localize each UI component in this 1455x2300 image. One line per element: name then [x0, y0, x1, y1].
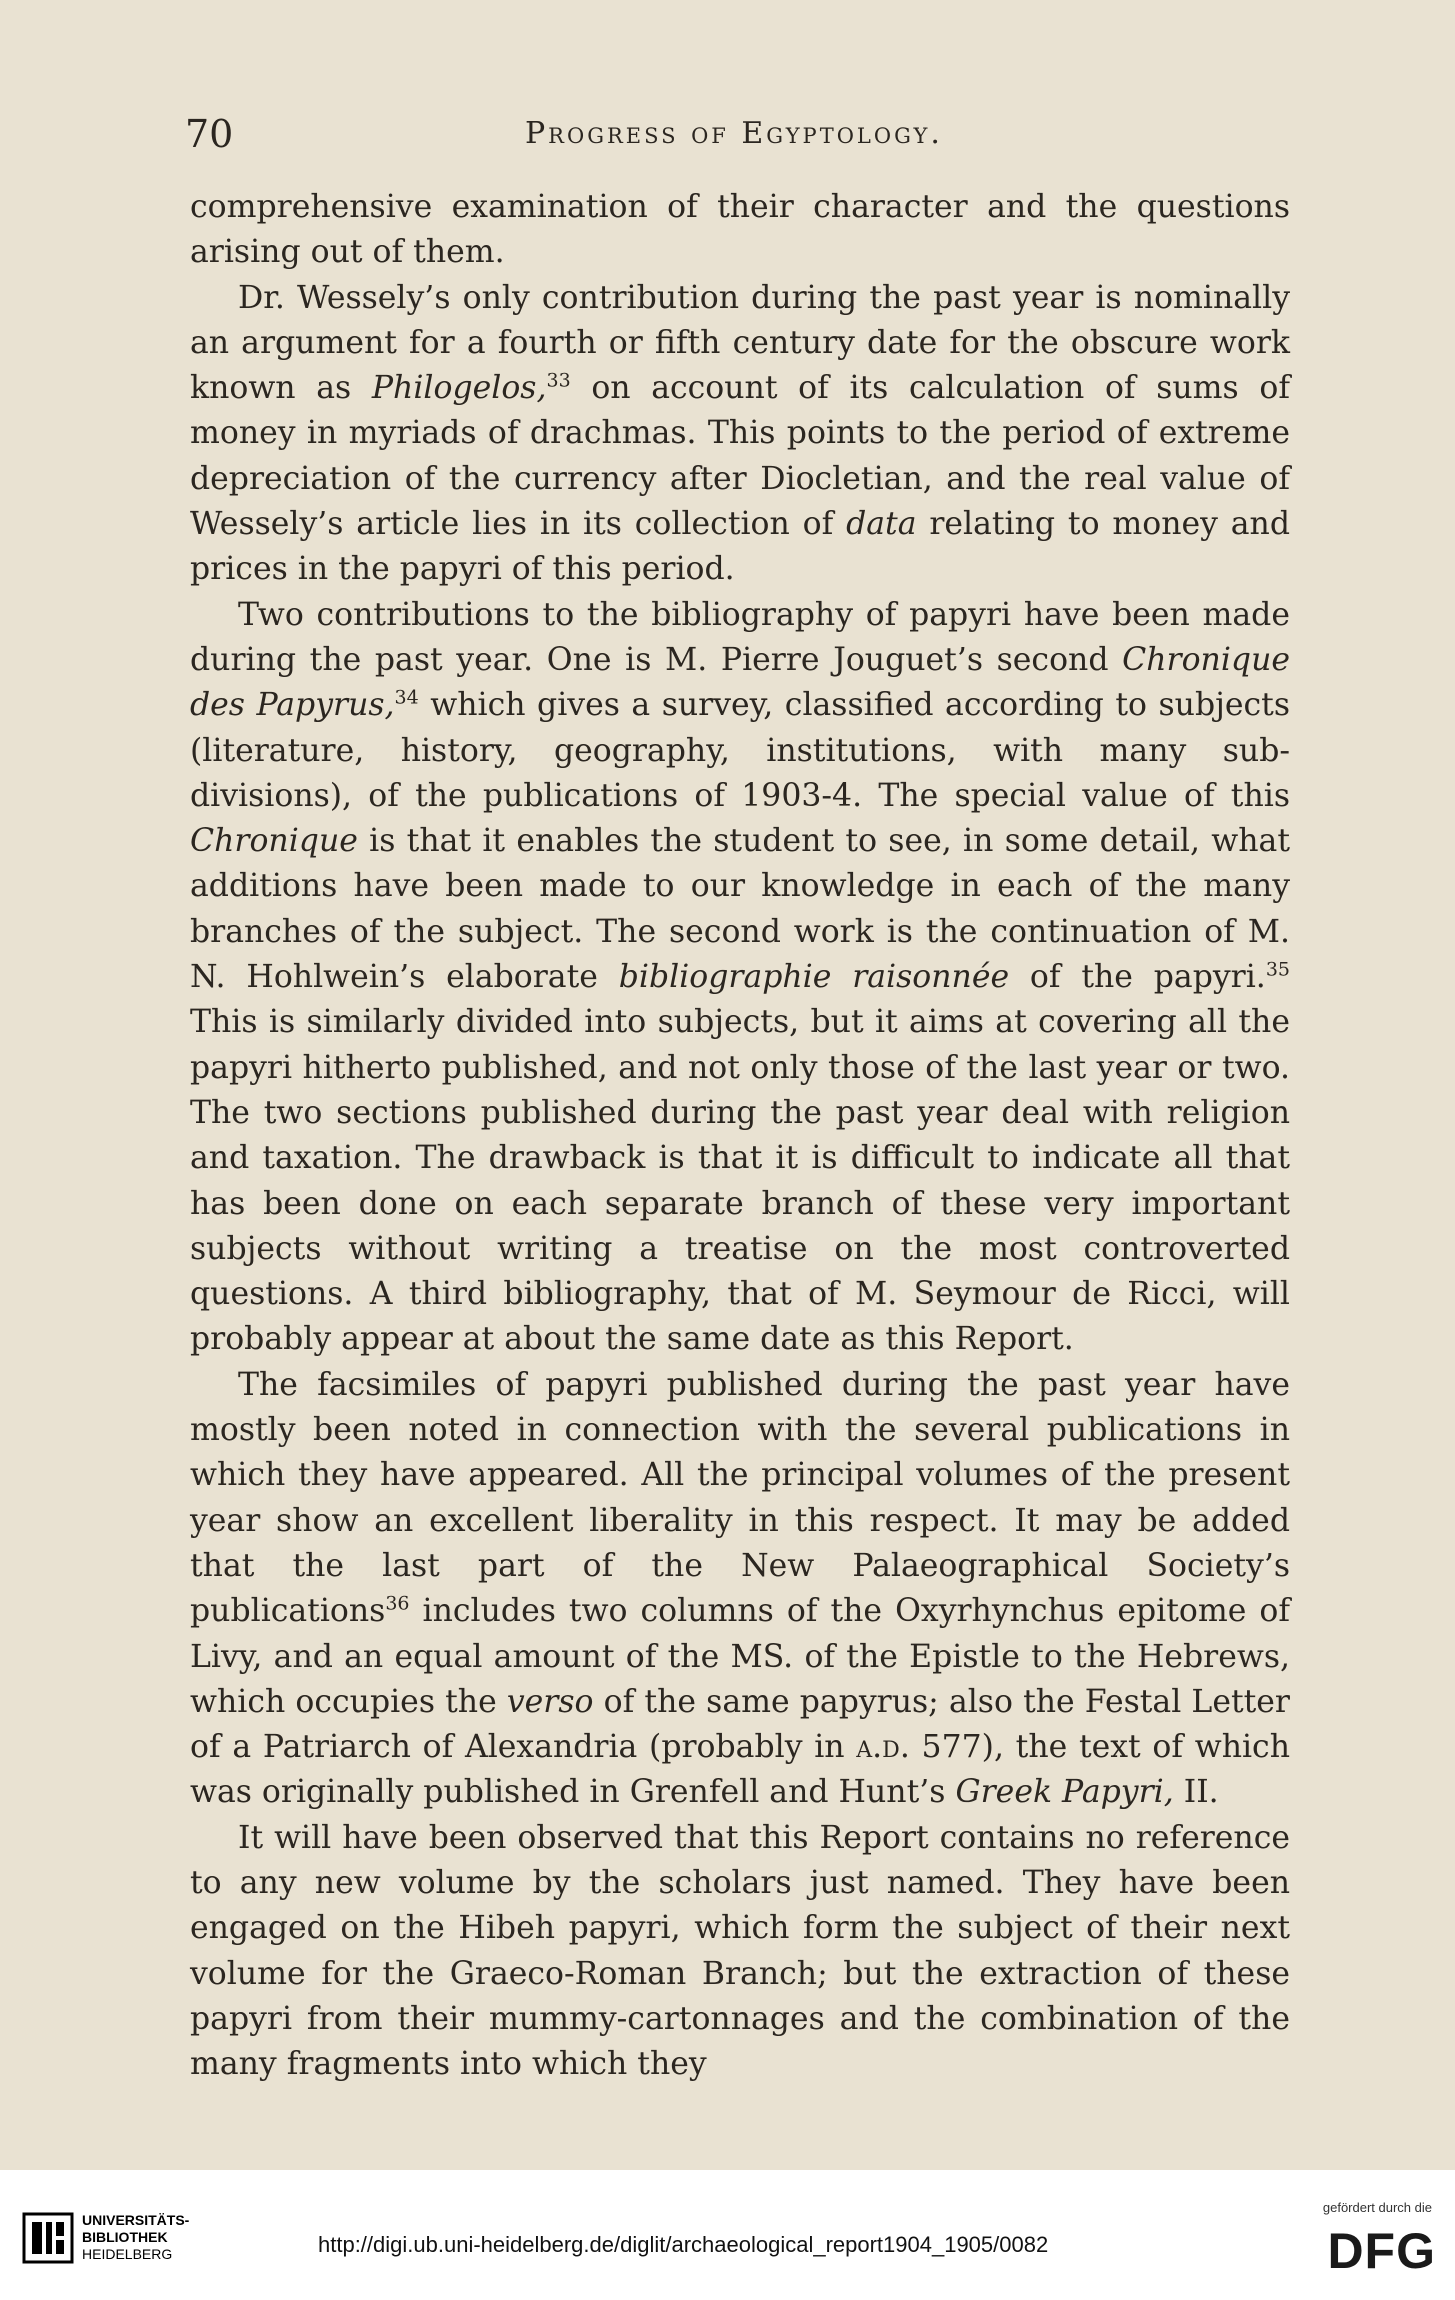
- text-run: includes two columns of the Oxyrhynchus epitome of Livy, and an equal amount of the MS. of the Epistle to the Hebrews, which occupies the: [190, 1593, 1290, 1720]
- running-title: Progress of Egyptology.: [525, 116, 943, 151]
- funder-name: DFG: [1327, 2223, 1436, 2279]
- italic-text: Chronique: [190, 823, 358, 860]
- text-run: This is similarly divided into subjects, but it aims at covering all the papyri hitherto published, and not only those of the last year or two. The two sections published during the past year deal with religion and taxation. The drawback is that it is difficult to indicate all that has been done on each separate branch of these very important subjects without writing a treatise on the most controverted questions. A third bibliography, that of M. Seymour de Ricci, will probably appear at about the same date as this Report.: [190, 1004, 1290, 1358]
- text-run: relating to money and prices in the papyri of this period.: [190, 506, 1290, 588]
- footnote-ref: 36: [385, 1592, 410, 1615]
- paragraph: [190, 1363, 1290, 1816]
- dfg-logo-icon[interactable]: [1290, 2200, 1440, 2280]
- text-run: of the same papyrus; also the Festal Letter of a Patriarch of Alexandria (probably in: [190, 1683, 1290, 1766]
- funding-caption: gefördert durch die: [1322, 2200, 1432, 2215]
- italic-text: Chronique des Papyrus,: [190, 641, 1290, 724]
- university-library-logo-icon: [22, 2212, 74, 2264]
- paragraph: [190, 1816, 1290, 2088]
- text-run: 577), the text of which was originally published in Grenfell and Hunt’s: [190, 1729, 1290, 1811]
- page-header: [185, 112, 1285, 172]
- body-text: [190, 185, 1290, 2087]
- text-run: It will have been observed that this Report contains no reference to any new volume by the scholars just named. They have been engaged on the Hibeh papyri, which form the subject of their next volume for the Graeco-Roman Branch; but the extraction of these papyri from their mummy-cartonnages and the combination of the many fragments into which they: [190, 1819, 1290, 2083]
- library-name-line-3: HEIDELBERG: [82, 2246, 173, 2262]
- text-run: of the papyri.: [1009, 959, 1266, 996]
- text-run: Dr. Wessely’s only contribution during the past year is nominally an argument for a fourth or fifth century date for the obscure work known as: [190, 279, 1290, 407]
- text-run: comprehensive examination of their character and the questions arising out of them.: [190, 189, 1290, 271]
- italic-text: Philogelos,: [371, 370, 547, 407]
- library-name: [82, 2212, 189, 2263]
- text-run: II.: [1173, 1774, 1219, 1811]
- footnote-ref: 34: [394, 686, 419, 709]
- italic-text: data: [846, 506, 917, 543]
- text-run: a.d.: [856, 1729, 910, 1766]
- text-run: is that it enables the student to see, in some detail, what additions have been made to our knowledge in each of the many branches of the subject. The second work is the continuation of M. N. Hohlwein’s elaborate: [190, 823, 1290, 996]
- paragraph: [190, 276, 1290, 593]
- text-run: Two contributions to the bibliography of papyri have been made during the past year. One is M. Pierre Jouguet’s second: [190, 596, 1290, 678]
- text-run: which gives a survey, classified according to subjects (literature, history, geography, institutions, with many sub-divisions), of the publications of 1903-4. The special value of this: [190, 687, 1290, 814]
- italic-text: bibliographie raisonnée: [618, 959, 1010, 996]
- text-run: The facsimiles of papyri published during the past year have mostly been noted in connection with the several publications in which they have appeared. All the principal volumes of the present year show an excellent liberality in this respect. It may be added that the last part of the New Palaeographical Society’s publications: [190, 1366, 1290, 1630]
- permalink-url[interactable]: http://digi.ub.uni-heidelberg.de/diglit/archaeological_report1904_1905/0082: [318, 2232, 1049, 2257]
- page-number: 70: [185, 112, 234, 156]
- library-name-line-1: UNIVERSITÄTS-: [82, 2212, 190, 2228]
- university-library-logo[interactable]: [22, 2208, 212, 2268]
- viewer-footer: [0, 2170, 1455, 2300]
- library-name-line-2: BIBLIOTHEK: [82, 2229, 168, 2245]
- footnote-ref: 35: [1265, 958, 1290, 981]
- footnote-ref: 33: [546, 369, 571, 392]
- paragraph: [190, 185, 1290, 276]
- italic-text: Greek Papyri,: [955, 1774, 1174, 1811]
- text-run: on account of its calculation of sums of money in myriads of drachmas. This points to the period of extreme depreciation of the currency after Diocletian, and the real value of Wessely’s article lies in its collection of: [190, 370, 1290, 543]
- italic-text: verso: [506, 1683, 594, 1720]
- paragraph: [190, 593, 1290, 1363]
